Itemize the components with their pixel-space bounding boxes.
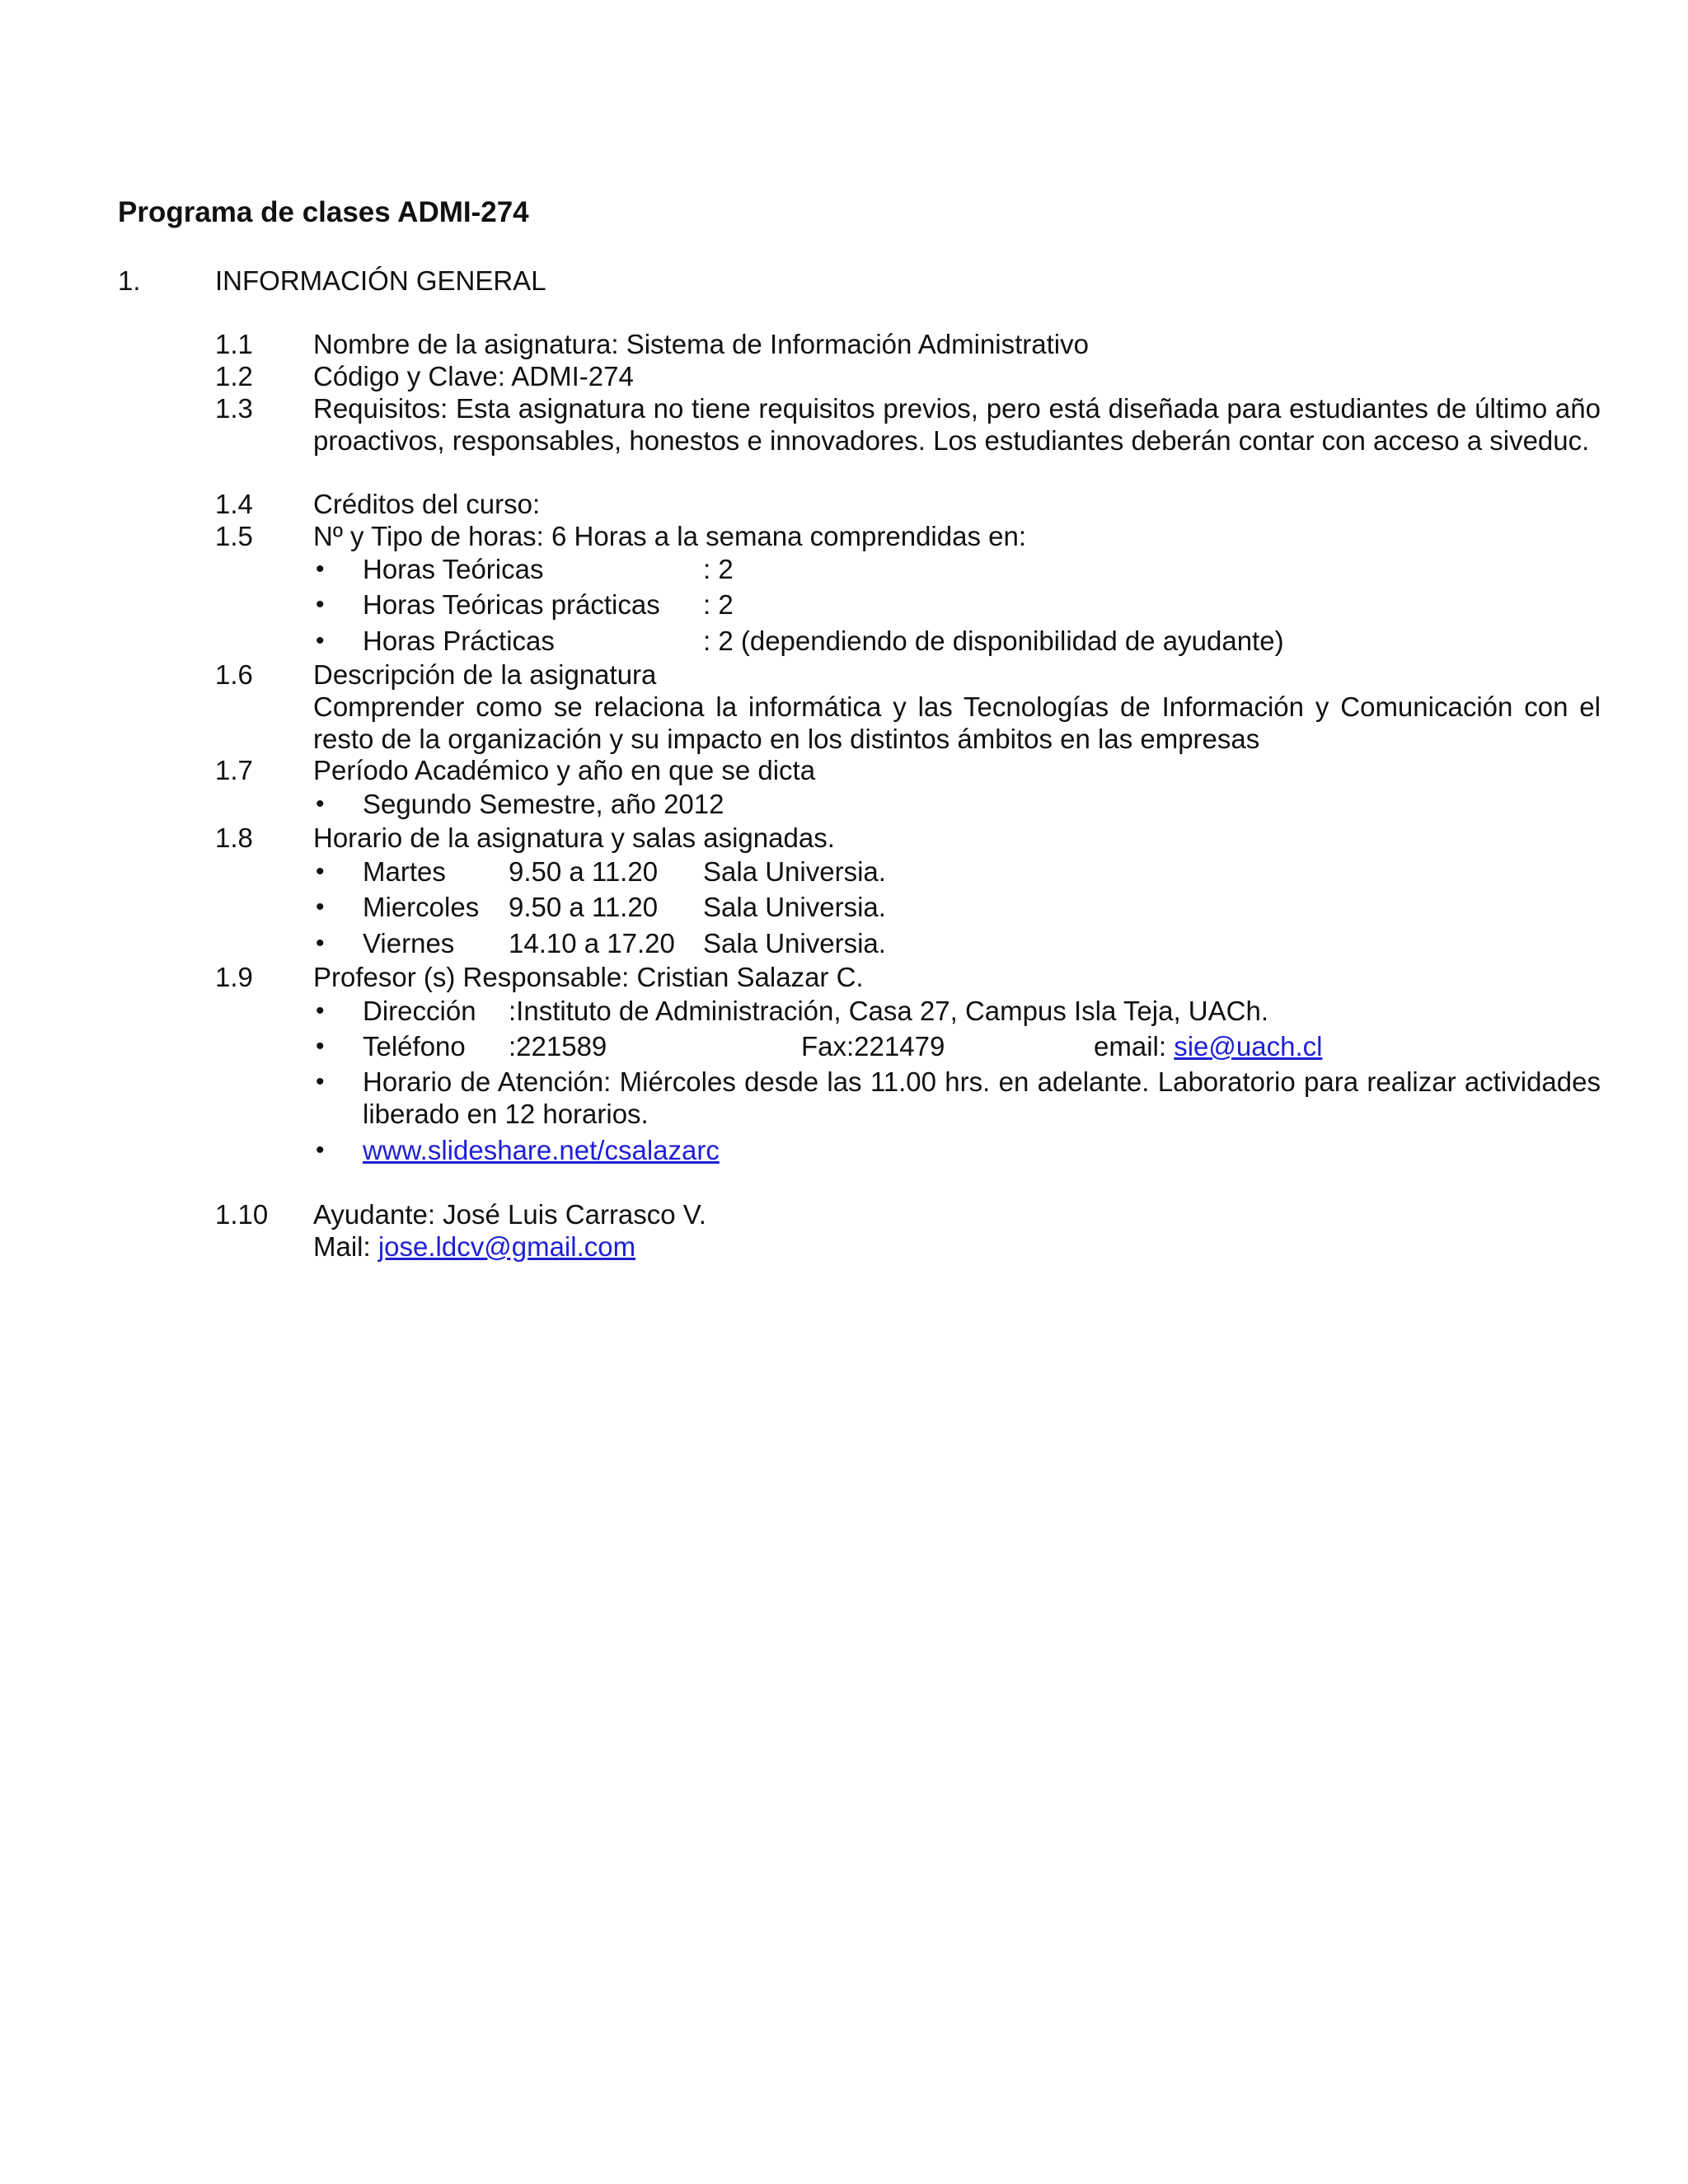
hours-value: : 2 <box>703 554 734 584</box>
hours-label: Horas Prácticas <box>363 626 555 656</box>
item-number: 1.1 <box>215 329 253 359</box>
website-link[interactable]: www.slideshare.net/csalazarc <box>363 1135 720 1165</box>
item-text-hours-type: Nº y Tipo de horas: 6 Horas a la semana comprendidas en: <box>313 521 1027 551</box>
schedule-room: Sala Universia. <box>703 892 886 922</box>
item-text-description-title: Descripción de la asignatura <box>313 659 657 690</box>
phone-value: :221589 <box>509 1031 607 1062</box>
hours-label: Horas Teóricas prácticas <box>363 589 660 620</box>
schedule-room: Sala Universia. <box>703 928 886 958</box>
bullet-icon: • <box>316 893 325 921</box>
assistant-mail-line <box>313 1230 635 1263</box>
website-link-wrapper <box>363 1134 720 1167</box>
schedule-day: Miercoles <box>363 892 480 922</box>
hours-label: Horas Teóricas <box>363 554 544 584</box>
assistant-mail-link[interactable]: jose.ldcv@gmail.com <box>377 1231 636 1262</box>
schedule-time: 9.50 a 11.20 <box>509 892 659 922</box>
bullet-icon: • <box>316 555 325 583</box>
item-text-requirements: Requisitos: Esta asignatura no tiene requisitos previos, pero está diseñada para estudiantes de último año proactivos, responsables, honestos e innovadores. Los estudiantes deberán contar con acceso a siveduc. <box>313 393 1601 456</box>
schedule-day: Viernes <box>363 928 455 958</box>
schedule-room: Sala Universia. <box>703 856 886 887</box>
item-text-assistant: Ayudante: José Luis Carrasco V. <box>313 1199 706 1230</box>
phone-label: Teléfono <box>363 1031 466 1062</box>
hours-value: : 2 (dependiendo de disponibilidad de ayudante) <box>703 626 1284 656</box>
section-number: 1. <box>118 265 141 296</box>
bullet-icon: • <box>316 1033 325 1060</box>
bullet-icon: • <box>316 627 325 654</box>
bullet-icon: • <box>316 858 325 885</box>
item-number: 1.5 <box>215 521 253 551</box>
hours-value: : 2 <box>703 589 734 620</box>
item-text-credits: Créditos del curso: <box>313 489 541 519</box>
email-label: email: <box>1094 1031 1175 1062</box>
bullet-icon: • <box>316 790 325 818</box>
email-link[interactable]: sie@uach.cl <box>1174 1031 1323 1062</box>
schedule-time: 14.10 a 17.20 <box>509 928 675 958</box>
item-number: 1.10 <box>215 1199 269 1230</box>
item-text-course-name: Nombre de la asignatura: Sistema de Información Administrativo <box>313 329 1089 359</box>
item-text-period: Período Académico y año en que se dicta <box>313 755 816 785</box>
item-text-code: Código y Clave: ADMI-274 <box>313 361 634 391</box>
item-number: 1.2 <box>215 361 253 391</box>
bullet-icon: • <box>316 1068 325 1095</box>
item-number: 1.9 <box>215 962 253 992</box>
bullet-icon: • <box>316 1137 325 1164</box>
item-number: 1.6 <box>215 659 253 690</box>
schedule-time: 9.50 a 11.20 <box>509 856 659 887</box>
item-number: 1.8 <box>215 823 253 853</box>
item-text-description: Comprender como se relaciona la informática y las Tecnologías de Información y Comunicación con el resto de la organización y su impacto en los distintos ámbitos en las empresas <box>313 691 1601 754</box>
bullet-icon: • <box>316 997 325 1024</box>
item-number: 1.4 <box>215 489 253 519</box>
mail-label: Mail: <box>313 1231 378 1262</box>
schedule-day: Martes <box>363 856 446 887</box>
item-number: 1.7 <box>215 755 253 785</box>
address-label: Dirección <box>363 996 476 1026</box>
item-number: 1.3 <box>215 393 253 424</box>
section-heading: INFORMACIÓN GENERAL <box>215 265 546 296</box>
office-hours-text: Horario de Atención: Miércoles desde las 11.00 hrs. en adelante. Laboratorio para realizar actividades liberado en 12 horarios. <box>363 1066 1601 1129</box>
page-title: Programa de clases ADMI-274 <box>118 196 529 228</box>
address-value: :Instituto de Administración, Casa 27, Campus Isla Teja, UACh. <box>509 996 1269 1026</box>
item-text-schedule: Horario de la asignatura y salas asignadas. <box>313 823 835 853</box>
email-line <box>1094 1030 1322 1063</box>
bullet-icon: • <box>316 591 325 618</box>
fax-value: Fax:221479 <box>801 1031 945 1062</box>
bullet-icon: • <box>316 930 325 957</box>
item-text-professor: Profesor (s) Responsable: Cristian Salazar C. <box>313 962 864 992</box>
period-value: Segundo Semestre, año 2012 <box>363 789 724 819</box>
